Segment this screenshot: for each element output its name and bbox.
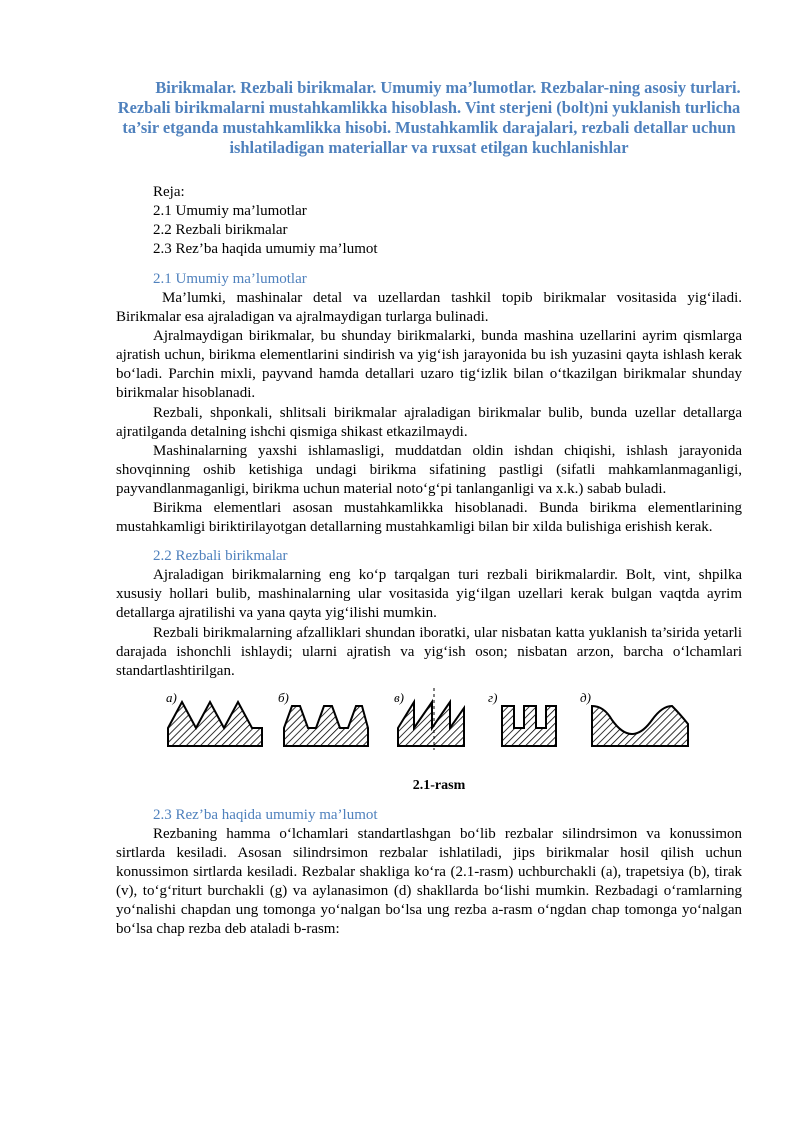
thread-profile-triangular	[168, 702, 262, 746]
thread-profile-trapezoid	[284, 706, 368, 746]
section-heading: 2.2 Rezbali birikmalar	[153, 548, 288, 565]
figure-label-a: a)	[166, 689, 177, 705]
plan-label: Reja:	[153, 184, 185, 200]
paragraph: Mashinalarning yaxshi ishlamasligi, muddatdan oldin ishdan chiqishi, ishlash jarayonida shovqinning oshib ketishiga undagi birikma sifatining pastligi (sifatli mahkamlanmaganligi, payvandlanmaganligi, birikma uchun material noto‘g‘pi tanlanganligi va x.k.) sabab buladi.	[116, 442, 742, 497]
thread-profile-round	[592, 706, 688, 746]
section-heading: 2.3 Rez’ba haqida umumiy ma’lumot	[153, 806, 378, 823]
plan-item: 2.1 Umumiy ma’lumotlar	[153, 203, 307, 219]
thread-profiles-figure	[116, 688, 742, 758]
figure-label-d: д)	[580, 689, 591, 705]
paragraph: Ajralmaydigan birikmalar, bu shunday birikmalarki, bunda mashina uzellarini ayrim qismlarga ajratish uchun, birikma elementlarini sindirish va yig‘ish jarayonida bu ish yuzasini qayta ishlash kerak bo‘ladi. Parchin mixli, payvand hamda detallari uzaro tig‘izlik bilan o‘tkazilgan birikmalar shunday birikmalar hisoblanadi.	[116, 328, 742, 402]
thread-profiles-drawing	[116, 688, 742, 758]
thread-profile-buttress	[398, 702, 464, 746]
paragraph: Ma’lumki, mashinalar detal va uzellardan tashkil topib birikmalar vositasida yig‘iladi. Birikmalar esa ajraladigan va ajralmaydigan turlarga bulinadi.	[116, 290, 742, 326]
document-title: Birikmalar. Rezbali birikmalar. Umumiy ma’lumotlar. Rezbalar-ning asosiy turlari. Rezbali birikmalarni mustahkamlikka hisoblash. Vint sterjeni (bolt)ni yuklanish turlicha ta’sir etganda mustahkamlikka hisobi. Mustahkamlik darajalari, rezbali detallar uchun ishlatiladigan materiallar va ruxsat etilgan kuchlanishlar	[117, 78, 741, 157]
thread-profile-rectangular	[502, 706, 556, 746]
figure-label-g: г)	[488, 689, 498, 705]
figure-caption: 2.1-rasm	[412, 777, 466, 793]
figure-label-b: б)	[278, 689, 289, 705]
plan-item: 2.2 Rezbali birikmalar	[153, 222, 288, 238]
figure-label-v: в)	[394, 689, 404, 705]
section-heading: 2.1 Umumiy ma’lumotlar	[153, 271, 307, 287]
paragraph: Birikma elementlari asosan mustahkamlikka hisoblanadi. Bunda birikma elementlarining mustahkamligi biriktirilayotgan detallarning mustahkamligi bilan bir xilda bulishiga erishish kerak.	[116, 500, 742, 536]
plan-list	[116, 183, 742, 259]
paragraph: Rezbali birikmalarning afzalliklari shundan iboratki, ular nisbatan katta yuklanish ta’sirida yetarli darajada ishonchli ishlaydi; ularni ajratish va yig‘ish oson; nisbatan arzon, barcha o‘lchamlari standartlashtirilgan.	[116, 624, 742, 679]
paragraph: Rezbaning hamma o‘lchamlari standartlashgan bo‘lib rezbalar silindrsimon va konussimon sirtlarda kesiladi. Asosan silindrsimon rezbalar ishlatiladi, jips birikmalar hosil qilish uchun konussimon sirtlarda kesiladi. Rezbalar shakliga ko‘ra (2.1-rasm) uchburchakli (a), trapetsiya (b), tirak (v), to‘g‘riturt burchakli (g) va aylanasimon (d) shakllarda bo‘lishi mumkin. Rezbadagi o‘ramlarning yo‘nalishi chapdan ung tomonga yo‘nalgan bo‘lsa ung rezba a-rasm o‘ngdan chap tomonga yo‘nalgan bo‘lsa chap rezba deb ataladi b-rasm:	[116, 825, 742, 938]
document-page	[116, 78, 742, 939]
paragraph: Rezbali, shponkali, shlitsali birikmalar ajraladigan birikmalar bulib, bunda uzellar detallarga ajratilganda detalning ishchi qismiga shikast etkazilmaydi.	[116, 404, 742, 440]
paragraph: Ajraladigan birikmalarning eng ko‘p tarqalgan turi rezbali birikmalardir. Bolt, vint, shpilka xususiy hollari bulib, mashinalarning ular vositasida yig‘ilgan uzellari kerak bulgan vaqtda ayrim detallarga ajratilishi va yana qayta yig‘ilishi mumkin.	[116, 567, 742, 622]
plan-item: 2.3 Rez’ba haqida umumiy ma’lumot	[153, 241, 378, 257]
